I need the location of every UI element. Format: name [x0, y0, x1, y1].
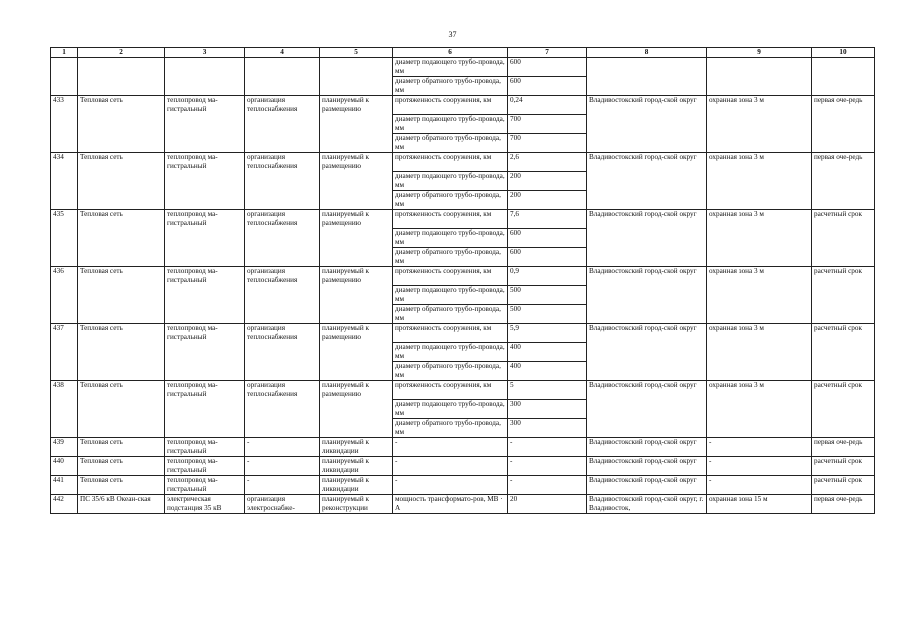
organization: -: [245, 438, 320, 457]
value-cell: 700: [508, 134, 587, 153]
param-cell: диаметр подающего трубо-провода, мм: [393, 172, 508, 191]
param-cell: диаметр обратного трубо-провода, мм: [393, 305, 508, 324]
status: планируемый к реконструкции: [320, 495, 393, 514]
object-type: теплопровод ма-гистральный: [165, 267, 245, 324]
table-row: [51, 210, 875, 229]
param-cell: -: [393, 457, 508, 476]
object-type: теплопровод ма-гистральный: [165, 324, 245, 381]
zone: -: [707, 457, 812, 476]
table-row: [51, 267, 875, 286]
param-cell: протяженность сооружения, км: [393, 324, 508, 343]
table-row: [51, 96, 875, 115]
organization: организация теплоснабжения: [245, 267, 320, 324]
row-number: 442: [51, 495, 78, 514]
status: планируемый к размещению: [320, 96, 393, 153]
empty-cell: [51, 58, 78, 96]
empty-cell: [707, 58, 812, 96]
value-cell: 600: [508, 248, 587, 267]
location: Владивостокский город-ской округ: [587, 324, 707, 381]
object-type: теплопровод ма-гистральный: [165, 476, 245, 495]
object-name: Тепловая сеть: [78, 324, 165, 381]
page-number: 37: [448, 30, 457, 39]
object-name: Тепловая сеть: [78, 267, 165, 324]
zone: охранная зона 3 м: [707, 324, 812, 381]
value-cell: -: [508, 438, 587, 457]
empty-cell: [78, 58, 165, 96]
object-name: ПС 35/6 кВ Океан-ская: [78, 495, 165, 514]
location: Владивостокский город-ской округ: [587, 96, 707, 153]
zone: охранная зона 3 м: [707, 153, 812, 210]
value-cell: 5,9: [508, 324, 587, 343]
zone: охранная зона 3 м: [707, 96, 812, 153]
object-name: Тепловая сеть: [78, 476, 165, 495]
row-number: 437: [51, 324, 78, 381]
row-number: 434: [51, 153, 78, 210]
value-cell: 600: [508, 77, 587, 96]
table-body: [51, 58, 875, 514]
stage: расчетный срок: [812, 267, 875, 324]
column-header: 2: [78, 48, 165, 58]
value-cell: -: [508, 476, 587, 495]
value-cell: 2,6: [508, 153, 587, 172]
value-cell: 700: [508, 115, 587, 134]
value-cell: 200: [508, 172, 587, 191]
zone: охранная зона 3 м: [707, 267, 812, 324]
param-cell: протяженность сооружения, км: [393, 153, 508, 172]
param-cell: диаметр обратного трубо-провода, мм: [393, 134, 508, 153]
object-type: теплопровод ма-гистральный: [165, 381, 245, 438]
organization: организация теплоснабжения: [245, 381, 320, 438]
row-number: 440: [51, 457, 78, 476]
empty-cell: [320, 58, 393, 96]
organization: организация электроснабже-: [245, 495, 320, 514]
organization: -: [245, 476, 320, 495]
organization: организация теплоснабжения: [245, 324, 320, 381]
row-number: 439: [51, 438, 78, 457]
value-cell: 0,9: [508, 267, 587, 286]
value-cell: 600: [508, 58, 587, 77]
object-type: теплопровод ма-гистральный: [165, 153, 245, 210]
location: Владивостокский город-ской округ: [587, 381, 707, 438]
column-header: 4: [245, 48, 320, 58]
empty-cell: [245, 58, 320, 96]
param-cell: диаметр обратного трубо-провода, мм: [393, 362, 508, 381]
param-cell: протяженность сооружения, км: [393, 96, 508, 115]
param-cell: диаметр обратного трубо-провода, мм: [393, 191, 508, 210]
param-cell: диаметр подающего трубо-провода, мм: [393, 58, 508, 77]
object-type: теплопровод ма-гистральный: [165, 438, 245, 457]
param-cell: диаметр подающего трубо-провода, мм: [393, 343, 508, 362]
column-header: 8: [587, 48, 707, 58]
object-type: теплопровод ма-гистральный: [165, 457, 245, 476]
status: планируемый к размещению: [320, 324, 393, 381]
value-cell: 600: [508, 229, 587, 248]
stage: расчетный срок: [812, 210, 875, 267]
param-cell: диаметр обратного трубо-провода, мм: [393, 419, 508, 438]
stage: расчетный срок: [812, 381, 875, 438]
column-header: 3: [165, 48, 245, 58]
value-cell: 500: [508, 305, 587, 324]
location: Владивостокский город-ской округ: [587, 457, 707, 476]
column-header: 1: [51, 48, 78, 58]
status: планируемый к ликвидации: [320, 438, 393, 457]
table-row: [51, 457, 875, 476]
param-cell: диаметр подающего трубо-провода, мм: [393, 400, 508, 419]
object-type: теплопровод ма-гистральный: [165, 96, 245, 153]
value-cell: -: [508, 457, 587, 476]
object-name: Тепловая сеть: [78, 438, 165, 457]
status: планируемый к размещению: [320, 267, 393, 324]
zone: охранная зона 15 м: [707, 495, 812, 514]
table-row: [51, 476, 875, 495]
table-row: [51, 438, 875, 457]
object-type: теплопровод ма-гистральный: [165, 210, 245, 267]
status: планируемый к размещению: [320, 153, 393, 210]
param-cell: диаметр подающего трубо-провода, мм: [393, 115, 508, 134]
stage: расчетный срок: [812, 476, 875, 495]
row-number: 441: [51, 476, 78, 495]
zone: охранная зона 3 м: [707, 210, 812, 267]
location: Владивостокский город-ской округ: [587, 210, 707, 267]
location: Владивостокский город-ской округ: [587, 438, 707, 457]
table-row: [51, 153, 875, 172]
organization: организация теплоснабжения: [245, 210, 320, 267]
param-cell: диаметр обратного трубо-провода, мм: [393, 248, 508, 267]
value-cell: 7,6: [508, 210, 587, 229]
param-cell: протяженность сооружения, км: [393, 267, 508, 286]
row-number: 438: [51, 381, 78, 438]
table-row: [51, 495, 875, 514]
stage: первая оче-редь: [812, 495, 875, 514]
zone: -: [707, 476, 812, 495]
location: Владивостокский город-ской округ, г. Владивосток,: [587, 495, 707, 514]
status: планируемый к размещению: [320, 210, 393, 267]
organization: -: [245, 457, 320, 476]
param-cell: диаметр подающего трубо-провода, мм: [393, 286, 508, 305]
row-number: 435: [51, 210, 78, 267]
column-header: 7: [508, 48, 587, 58]
param-cell: диаметр обратного трубо-провода, мм: [393, 77, 508, 96]
param-cell: мощность трансформато-ров, МВ · А: [393, 495, 508, 514]
stage: первая оче-редь: [812, 96, 875, 153]
object-name: Тепловая сеть: [78, 457, 165, 476]
column-header: 5: [320, 48, 393, 58]
header-row: [51, 48, 875, 58]
object-type: электрическая подстанция 35 кВ: [165, 495, 245, 514]
param-cell: протяженность сооружения, км: [393, 381, 508, 400]
stage: расчетный срок: [812, 457, 875, 476]
object-name: Тепловая сеть: [78, 153, 165, 210]
value-cell: 300: [508, 419, 587, 438]
empty-cell: [812, 58, 875, 96]
organization: организация теплоснабжения: [245, 96, 320, 153]
stage: расчетный срок: [812, 324, 875, 381]
empty-cell: [587, 58, 707, 96]
status: планируемый к ликвидации: [320, 457, 393, 476]
organization: организация теплоснабжения: [245, 153, 320, 210]
value-cell: 400: [508, 362, 587, 381]
status: планируемый к размещению: [320, 381, 393, 438]
location: Владивостокский город-ской округ: [587, 476, 707, 495]
param-cell: -: [393, 438, 508, 457]
zone: охранная зона 3 м: [707, 381, 812, 438]
row-number: 436: [51, 267, 78, 324]
param-cell: протяженность сооружения, км: [393, 210, 508, 229]
stage: первая оче-редь: [812, 438, 875, 457]
row-number: 433: [51, 96, 78, 153]
location: Владивостокский город-ской округ: [587, 153, 707, 210]
object-name: Тепловая сеть: [78, 381, 165, 438]
value-cell: 0,24: [508, 96, 587, 115]
empty-cell: [165, 58, 245, 96]
stage: первая оче-редь: [812, 153, 875, 210]
location: Владивостокский город-ской округ: [587, 267, 707, 324]
objects-table: [50, 47, 875, 514]
param-cell: диаметр подающего трубо-провода, мм: [393, 229, 508, 248]
value-cell: 300: [508, 400, 587, 419]
param-cell: -: [393, 476, 508, 495]
status: планируемый к ликвидации: [320, 476, 393, 495]
value-cell: 200: [508, 191, 587, 210]
value-cell: 500: [508, 286, 587, 305]
table-row: [51, 381, 875, 400]
zone: -: [707, 438, 812, 457]
table-row: [51, 324, 875, 343]
value-cell: 20: [508, 495, 587, 514]
column-header: 9: [707, 48, 812, 58]
value-cell: 400: [508, 343, 587, 362]
object-name: Тепловая сеть: [78, 96, 165, 153]
column-header: 10: [812, 48, 875, 58]
table-row: [51, 58, 875, 77]
object-name: Тепловая сеть: [78, 210, 165, 267]
column-header: 6: [393, 48, 508, 58]
value-cell: 5: [508, 381, 587, 400]
